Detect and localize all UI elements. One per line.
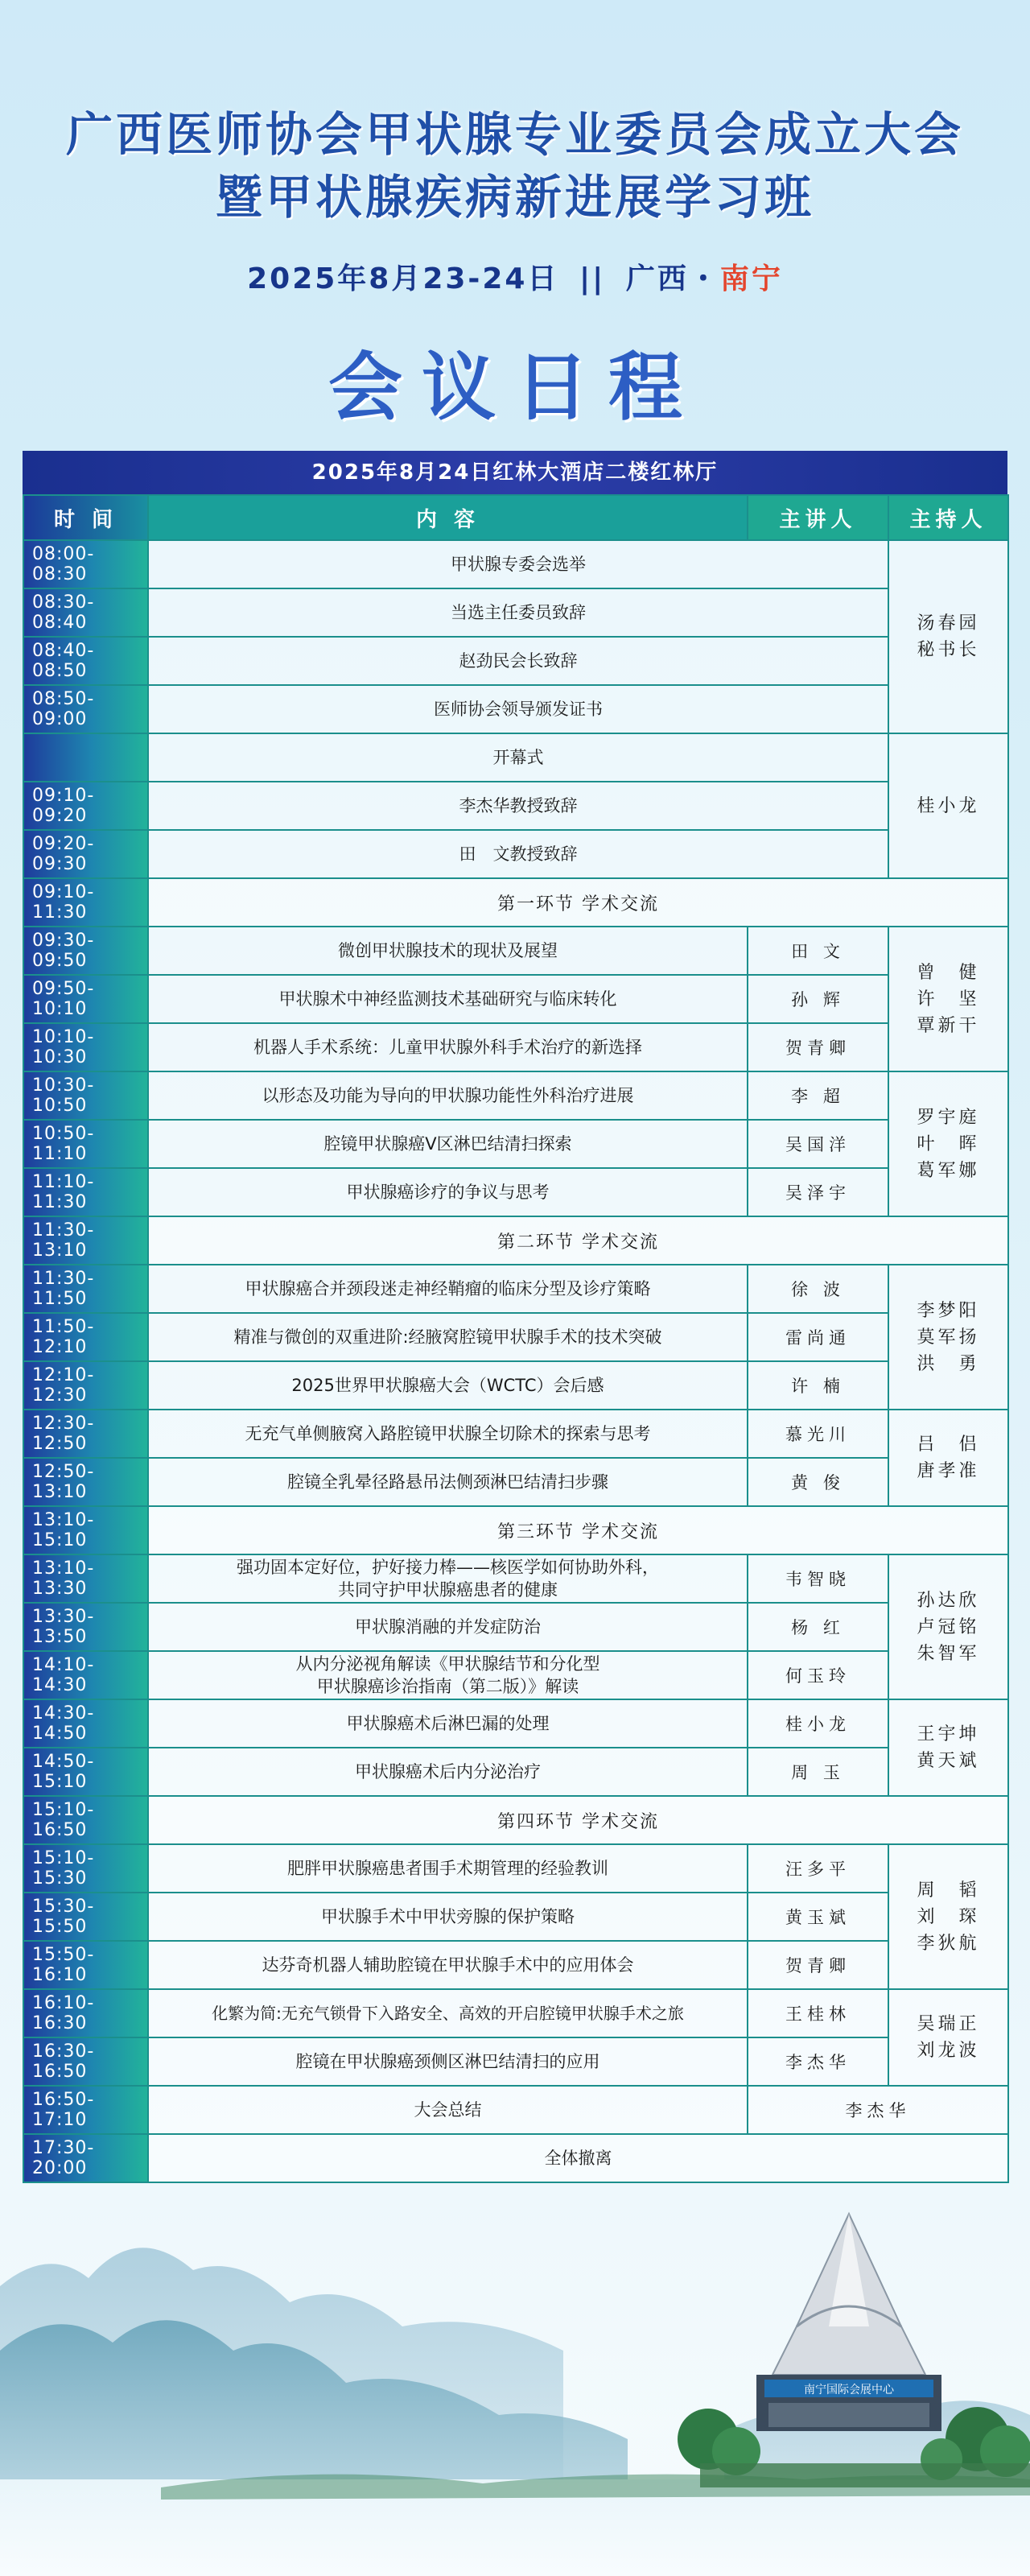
location-prefix: 广西・: [625, 262, 720, 295]
row-speaker: 汪多平: [748, 1844, 888, 1893]
row-time: 15:30-15:50: [23, 1893, 148, 1941]
table-row: [23, 1361, 1008, 1410]
session-row: [23, 878, 1008, 927]
row-topic: 田 文教授致辞: [148, 830, 888, 878]
host-name: 葛军娜: [917, 1160, 980, 1181]
table-row: [23, 1120, 1008, 1168]
host-cell: [888, 1699, 1008, 1796]
table-row: [23, 685, 1008, 733]
event-date: 2025年8月23-24日: [247, 262, 559, 295]
host-cell: [888, 733, 1008, 878]
row-topic: 李杰华教授致辞: [148, 782, 888, 830]
host-name: 卢冠铭: [917, 1616, 980, 1637]
row-time: 12:50-13:10: [23, 1458, 148, 1506]
host-name: 刘龙波: [917, 2041, 980, 2061]
row-time: 08:30-08:40: [23, 588, 148, 637]
date-location: [0, 256, 1030, 297]
session-row: [23, 1216, 1008, 1265]
host-name: 朱智军: [917, 1643, 980, 1664]
header: [0, 0, 1030, 447]
host-cell: [888, 540, 1008, 733]
table-row: [23, 1168, 1008, 1216]
host-cell: [888, 927, 1008, 1071]
schedule-title: 会议日程: [328, 345, 702, 431]
table-row: [23, 2134, 1008, 2182]
row-speaker: 田 文: [748, 927, 888, 975]
row-speaker: 李杰华: [748, 2086, 1008, 2134]
table-row: [23, 1989, 1008, 2037]
row-topic: 无充气单侧腋窝入路腔镜甲状腺全切除术的探索与思考: [148, 1410, 748, 1458]
row-topic: 以形态及功能为导向的甲状腺功能性外科治疗进展: [148, 1071, 748, 1120]
session-title: 第四环节 学术交流: [148, 1796, 1008, 1844]
table-row: [23, 1265, 1008, 1313]
table-row: [23, 540, 1008, 588]
table-row: [23, 830, 1008, 878]
row-topic-line1: 强功固本定好位，护好接力棒——核医学如何协助外科，: [237, 1558, 659, 1577]
table-row: [23, 2086, 1008, 2134]
row-topic: 腔镜全乳晕径路悬吊法侧颈淋巴结清扫步骤: [148, 1458, 748, 1506]
row-topic: 达芬奇机器人辅助腔镜在甲状腺手术中的应用体会: [148, 1941, 748, 1989]
row-time: 16:30-16:50: [23, 2037, 148, 2086]
table-row: [23, 1844, 1008, 1893]
row-time: 13:10-15:10: [23, 1506, 148, 1554]
host-name: 罗宇庭: [917, 1107, 980, 1128]
table-row: [23, 1313, 1008, 1361]
row-time: 16:50-17:10: [23, 2086, 148, 2134]
table-row: [23, 733, 1008, 782]
building-sign: 南宁国际会展中心: [804, 2384, 894, 2396]
row-time: 14:30-14:50: [23, 1699, 148, 1748]
row-topic: 化繁为简:无充气锁骨下入路安全、高效的开启腔镜甲状腺手术之旅: [148, 1989, 748, 2037]
column-header-time: 时 间: [23, 495, 148, 540]
row-speaker: 徐 波: [748, 1265, 888, 1313]
host-name: 李梦阳: [917, 1300, 980, 1321]
row-topic: [148, 1554, 748, 1603]
host-name: 桂小龙: [917, 795, 980, 816]
row-speaker: 桂小龙: [748, 1699, 888, 1748]
table-row: [23, 588, 1008, 637]
table-row: [23, 782, 1008, 830]
row-time: 09:50-10:10: [23, 975, 148, 1023]
row-time: [23, 733, 148, 782]
row-time: 11:50-12:10: [23, 1313, 148, 1361]
host-name: 孙达欣: [917, 1590, 980, 1611]
host-name: 许 坚: [917, 989, 980, 1009]
row-time: 08:00-08:30: [23, 540, 148, 588]
row-topic: 机器人手术系统：儿童甲状腺外科手术治疗的新选择: [148, 1023, 748, 1071]
row-topic: 甲状腺术中神经监测技术基础研究与临床转化: [148, 975, 748, 1023]
row-speaker: 黄玉斌: [748, 1893, 888, 1941]
host-name: 莫军扬: [917, 1327, 980, 1348]
row-speaker: 何玉玲: [748, 1651, 888, 1699]
row-speaker: 周 玉: [748, 1748, 888, 1796]
row-speaker: 吴国洋: [748, 1120, 888, 1168]
row-time: 11:10-11:30: [23, 1168, 148, 1216]
row-topic: 医师协会领导颁发证书: [148, 685, 888, 733]
row-time: 14:50-15:10: [23, 1748, 148, 1796]
host-name: 覃新干: [917, 1015, 980, 1036]
row-time: 09:10-09:20: [23, 782, 148, 830]
host-name: 李狄航: [917, 1933, 980, 1954]
session-row: [23, 1506, 1008, 1554]
row-time: 08:40-08:50: [23, 637, 148, 685]
host-name: 曾 健: [917, 962, 980, 983]
host-cell: [888, 1554, 1008, 1699]
table-row: [23, 975, 1008, 1023]
row-topic: 腔镜在甲状腺癌颈侧区淋巴结清扫的应用: [148, 2037, 748, 2086]
row-topic: 腔镜甲状腺癌Ⅴ区淋巴结清扫探索: [148, 1120, 748, 1168]
table-row: [23, 1699, 1008, 1748]
row-time: 09:20-09:30: [23, 830, 148, 878]
row-time: 17:30-20:00: [23, 2134, 148, 2182]
main-title-line2: 暨甲状腺疾病新进展学习班: [215, 170, 814, 225]
table-row: [23, 1071, 1008, 1120]
row-time: 16:10-16:30: [23, 1989, 148, 2037]
host-name: 唐孝准: [917, 1461, 980, 1481]
host-name: 汤春园: [917, 613, 980, 634]
row-time: 13:30-13:50: [23, 1603, 148, 1651]
row-time: 08:50-09:00: [23, 685, 148, 733]
column-header-host: 主持人: [888, 495, 1008, 540]
row-topic: 2025世界甲状腺癌大会（WCTC）会后感: [148, 1361, 748, 1410]
host-cell: [888, 1844, 1008, 1989]
location-city: 南宁: [719, 262, 783, 295]
row-time: 13:10-13:30: [23, 1554, 148, 1603]
row-topic: 甲状腺癌合并颈段迷走神经鞘瘤的临床分型及诊疗策略: [148, 1265, 748, 1313]
session-title: 第一环节 学术交流: [148, 878, 1008, 927]
row-topic: 甲状腺癌诊疗的争议与思考: [148, 1168, 748, 1216]
table-row: [23, 1603, 1008, 1651]
convention-center-building: [756, 2214, 941, 2431]
row-topic: 开幕式: [148, 733, 888, 782]
row-speaker: 许 楠: [748, 1361, 888, 1410]
host-name: 叶 晖: [917, 1133, 980, 1154]
row-time: 09:30-09:50: [23, 927, 148, 975]
row-time: 10:50-11:10: [23, 1120, 148, 1168]
host-cell: [888, 1265, 1008, 1410]
row-topic: 甲状腺专委会选举: [148, 540, 888, 588]
landscape-illustration: [0, 2190, 1030, 2576]
row-topic: 甲状腺癌术后淋巴漏的处理: [148, 1699, 748, 1748]
row-topic: [148, 1651, 748, 1699]
row-time: 10:30-10:50: [23, 1071, 148, 1120]
row-topic: 全体撤离: [148, 2134, 1008, 2182]
row-topic: 甲状腺癌术后内分泌治疗: [148, 1748, 748, 1796]
table-row: [23, 1554, 1008, 1603]
row-topic: 大会总结: [148, 2086, 748, 2134]
row-time: 11:30-11:50: [23, 1265, 148, 1313]
row-topic-line1: 从内分泌视角解读《甲状腺结节和分化型: [295, 1654, 600, 1674]
table-row: [23, 1458, 1008, 1506]
host-cell: [888, 1989, 1008, 2086]
row-speaker: 韦智晓: [748, 1554, 888, 1603]
main-title-line1: 广西医师协会甲状腺专业委员会成立大会: [65, 107, 964, 162]
host-name: 吴瑞正: [917, 2014, 980, 2034]
column-header-speaker: 主讲人: [748, 495, 888, 540]
row-topic: 甲状腺手术中甲状旁腺的保护策略: [148, 1893, 748, 1941]
row-topic: 微创甲状腺技术的现状及展望: [148, 927, 748, 975]
row-topic: 甲状腺消融的并发症防治: [148, 1603, 748, 1651]
row-speaker: 贺青卿: [748, 1941, 888, 1989]
row-time: 15:10-16:50: [23, 1796, 148, 1844]
table-row: [23, 1893, 1008, 1941]
host-name: 黄天斌: [917, 1751, 980, 1771]
row-topic: 精准与微创的双重进阶:经腋窝腔镜甲状腺手术的技术突破: [148, 1313, 748, 1361]
row-speaker: 慕光川: [748, 1410, 888, 1458]
row-speaker: 李 超: [748, 1071, 888, 1120]
table-row: [23, 1410, 1008, 1458]
row-topic: 肥胖甲状腺癌患者围手术期管理的经验教训: [148, 1844, 748, 1893]
row-topic: 当选主任委员致辞: [148, 588, 888, 637]
row-speaker: 雷尚通: [748, 1313, 888, 1361]
row-speaker: 王桂林: [748, 1989, 888, 2037]
table-row: [23, 1023, 1008, 1071]
schedule-table-container: [23, 451, 1007, 2183]
host-name: 洪 勇: [917, 1353, 980, 1374]
host-name: 刘 琛: [917, 1906, 980, 1927]
venue-bar: 2025年8月24日红林大酒店二楼红林厅: [23, 451, 1007, 494]
column-header-topic: 内 容: [148, 495, 748, 540]
row-time: 15:10-15:30: [23, 1844, 148, 1893]
row-time: 09:10-11:30: [23, 878, 148, 927]
row-topic-line2: 甲状腺癌诊治指南（第二版）》解读: [316, 1677, 579, 1696]
host-cell: [888, 1410, 1008, 1506]
row-time: 11:30-13:10: [23, 1216, 148, 1265]
table-row: [23, 1651, 1008, 1699]
host-name: 吕 侣: [917, 1435, 980, 1455]
row-speaker: 黄 俊: [748, 1458, 888, 1506]
row-time: 10:10-10:30: [23, 1023, 148, 1071]
row-speaker: 孙 辉: [748, 975, 888, 1023]
row-time: 15:50-16:10: [23, 1941, 148, 1989]
row-speaker: 吴泽宇: [748, 1168, 888, 1216]
table-row: [23, 2037, 1008, 2086]
host-title: 秘书长: [917, 640, 980, 660]
row-time: 12:30-12:50: [23, 1410, 148, 1458]
row-topic-line2: 共同守护甲状腺癌患者的健康: [338, 1580, 558, 1600]
session-title: 第二环节 学术交流: [148, 1216, 1008, 1265]
table-row: [23, 1748, 1008, 1796]
row-topic: 赵劲民会长致辞: [148, 637, 888, 685]
table-row: [23, 927, 1008, 975]
row-time: 14:10-14:30: [23, 1651, 148, 1699]
host-name: 王宇坤: [917, 1724, 980, 1744]
row-time: 12:10-12:30: [23, 1361, 148, 1410]
row-speaker: 贺青卿: [748, 1023, 888, 1071]
host-cell: [888, 1071, 1008, 1216]
row-speaker: 李杰华: [748, 2037, 888, 2086]
session-title: 第三环节 学术交流: [148, 1506, 1008, 1554]
session-row: [23, 1796, 1008, 1844]
separator: ||: [579, 262, 606, 295]
host-name: 周 韬: [917, 1880, 980, 1901]
row-speaker: 杨 红: [748, 1603, 888, 1651]
schedule-table: [23, 494, 1009, 2183]
table-row: [23, 1941, 1008, 1989]
table-row: [23, 637, 1008, 685]
